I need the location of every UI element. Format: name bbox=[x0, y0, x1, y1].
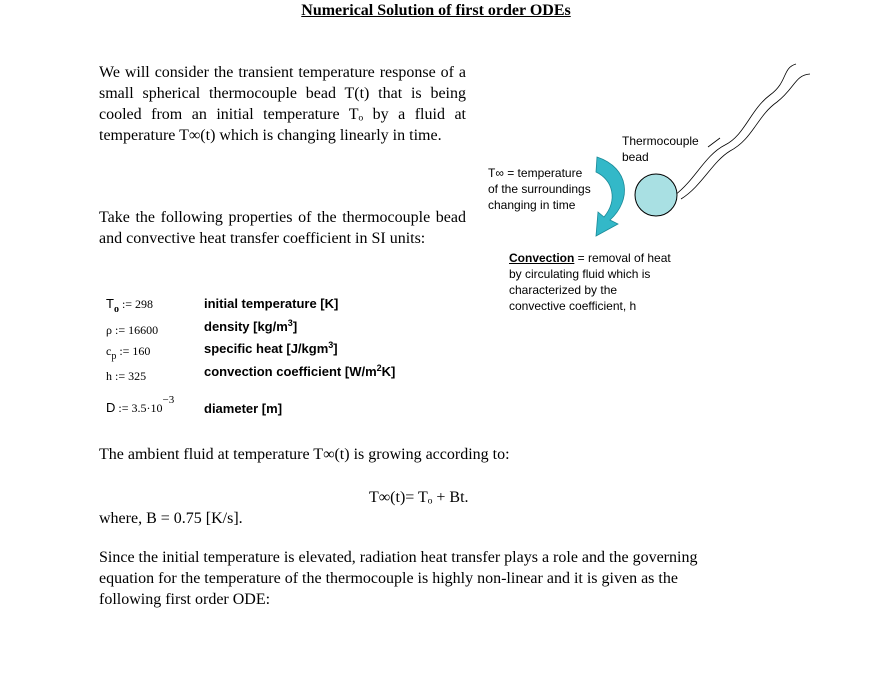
param-t0-description: initial temperature [K] bbox=[204, 296, 339, 311]
label-leader-line bbox=[708, 138, 720, 147]
convection-label: Convection = removal of heat by circulating fluid which is characterized by the convective coefficient, h bbox=[509, 251, 671, 313]
ambient-equation: T∞(t)= Tₒ + Bt. bbox=[369, 489, 469, 506]
param-rho-assignment bbox=[106, 323, 158, 338]
param-h-symbol: h bbox=[106, 369, 112, 383]
param-d-assignment bbox=[106, 394, 175, 416]
param-t0-subscript: o bbox=[113, 304, 119, 315]
properties-intro-paragraph: Take the following properties of the thermocouple bead and convective heat transfer coefficient in SI units: bbox=[99, 209, 466, 247]
param-rho-description: density $[kg/m^3]$ bbox=[204, 318, 298, 334]
param-d-symbol: D bbox=[106, 400, 116, 415]
param-rho-symbol: ρ bbox=[106, 323, 112, 337]
param-rho-value: := 16600 bbox=[115, 323, 159, 337]
fluid-flow-arrow bbox=[596, 157, 625, 236]
param-cp-value: := 160 bbox=[119, 344, 151, 358]
where-text: where, B = 0.75 [K/s]. bbox=[99, 510, 243, 527]
thermocouple-label: Thermocouple bead bbox=[622, 134, 699, 164]
page-title: Numerical Solution of first order ODEs bbox=[301, 2, 571, 19]
param-h-description: convection coefficient $[W/m^2K]$ bbox=[204, 363, 396, 379]
ambient-text: The ambient fluid at temperature T∞(t) is growing according to: bbox=[99, 446, 510, 463]
param-d-description: diameter [m] bbox=[204, 401, 283, 416]
param-cp-assignment bbox=[106, 344, 150, 362]
radiation-paragraph: Since the initial temperature is elevated, radiation heat transfer plays a role and the governing equation for the temperature of the thermocouple is highly non-linear and it is given as the following first order ODE: bbox=[99, 549, 698, 608]
param-cp-subscript: p bbox=[111, 351, 117, 362]
convection-heading: Convection bbox=[509, 251, 575, 265]
param-cp-description: specific heat [J/kgm$^3$] bbox=[204, 340, 338, 356]
param-cp-symbol: c bbox=[106, 344, 112, 358]
thermocouple-bead-circle bbox=[635, 174, 677, 216]
tinf-label: T∞ = temperature of the surroundings changing in time bbox=[488, 166, 591, 212]
param-t0-assignment bbox=[106, 296, 153, 315]
param-d-exponent: −3 bbox=[162, 394, 175, 406]
param-d-value: := 3.5·10 bbox=[118, 401, 163, 415]
param-t0-symbol: T bbox=[106, 296, 114, 311]
param-h-assignment bbox=[106, 369, 146, 384]
intro-paragraph: We will consider the transient temperature response of a small spherical thermocouple bead T(t) that is being cooled from an initial temperature Tₒ by a fluid at temperature T∞(t) which is changing linearly in time. bbox=[99, 64, 466, 144]
thermocouple-wire-2 bbox=[681, 74, 810, 199]
thermocouple-wire-1 bbox=[675, 64, 796, 195]
param-t0-value: := 298 bbox=[121, 297, 154, 311]
param-h-value: := 325 bbox=[115, 369, 147, 383]
